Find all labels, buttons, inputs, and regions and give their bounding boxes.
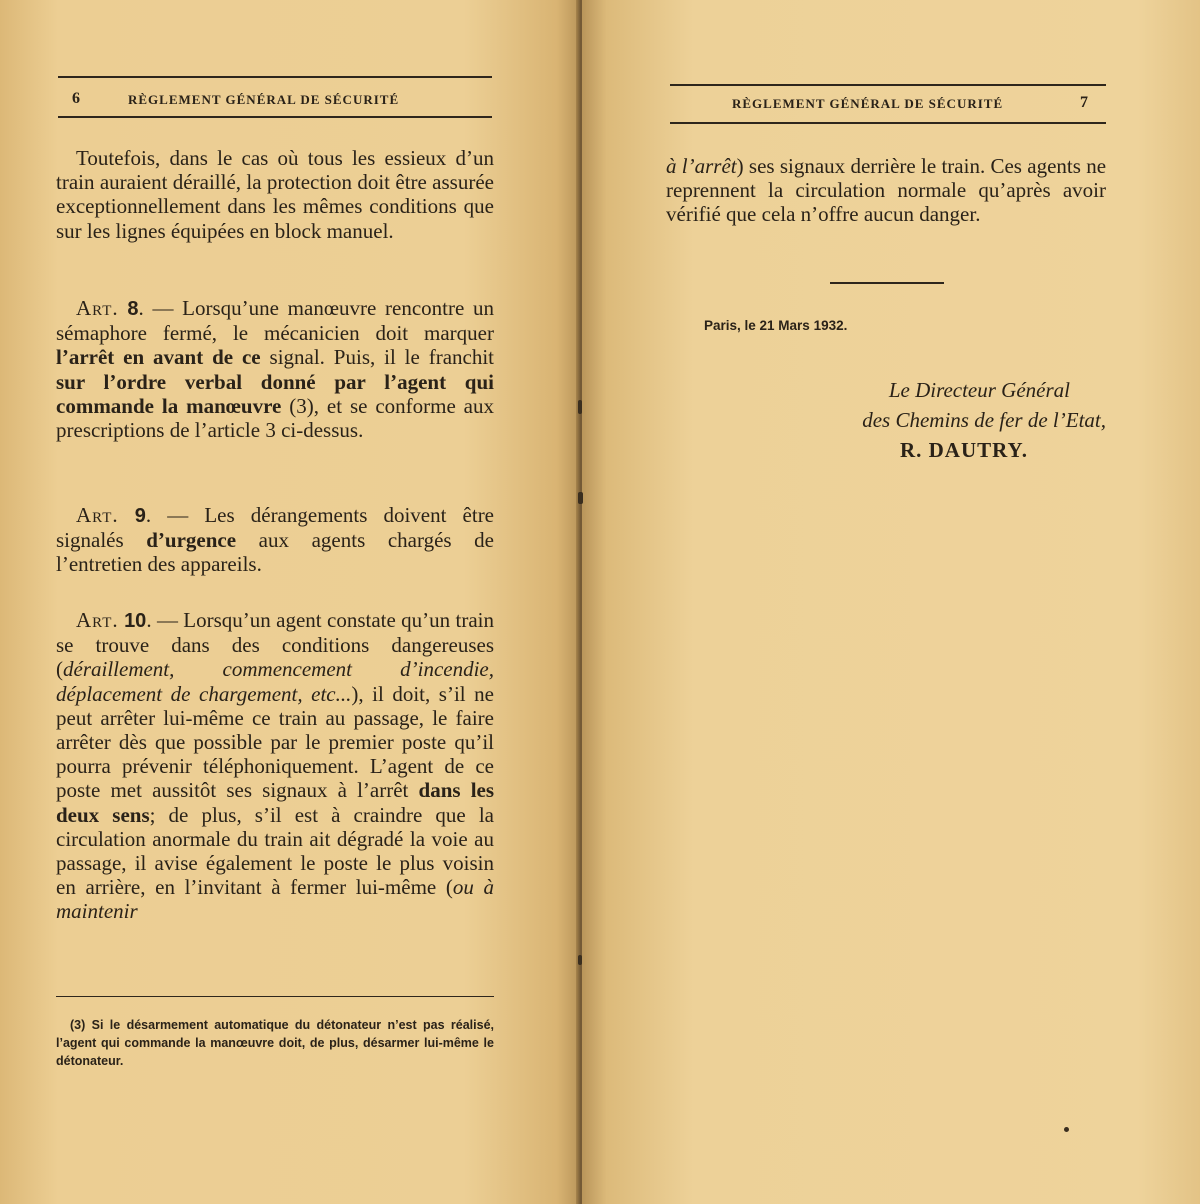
article-label: Art.	[76, 296, 119, 320]
article-label: Art.	[76, 608, 119, 632]
signature-block	[782, 375, 1106, 465]
header-bottom-rule	[670, 122, 1106, 124]
article-8: Art. 8. — Lorsqu’une manœuvre rencontre un sémaphore fermé, le mécanicien doit marquer l’arrêt en avant de ce signal. Puis, il le franchit sur l’ordre verbal donné par l’agent qui commande la manœuvre (3), et se conforme aux prescriptions de l’article 3 ci-dessus.	[56, 296, 495, 443]
article-10: Art. 10. — Lorsqu’un agent constate qu’un train se trouve dans des conditions dangereuses (déraillement, commencement d’incendie, déplacement de chargement, etc...), il doit, s’il ne peut arrêter lui-même ce train au passage, le faire arrêter dès que possible par le premier poste qu’il pourra prévenir téléphoniquement. L’agent de ce poste met aussitôt ses signaux à l’arrêt dans les deux sens; de plus, s’il est à craindre que la circulation anormale du train ait dégradé la voie au passage, il avise également le poste le plus voisin en arrière, en l’invitant à fermer lui-même (ou à maintenir	[56, 608, 495, 924]
article-bold-text: l’arrêt en avant de ce	[56, 345, 261, 370]
article-text: ), il doit, s’il ne peut arrêter lui-même ce train au passage, le faire arrêter dès que possible par le premier poste qu’il pourra prévenir téléphoniquement. L’agent de ce poste met aussitôt ses signaux à l’arrêt	[56, 681, 494, 803]
article-italic-text: ou à maintenir	[56, 875, 494, 924]
continuation-italic: à l’arrêt	[666, 154, 737, 178]
binding-thread-mark	[578, 492, 583, 504]
header-top-rule	[670, 84, 1106, 86]
article-bold-text: d’urgence	[146, 528, 237, 553]
ink-speck	[1064, 1127, 1069, 1132]
footnote	[56, 1016, 494, 1070]
continuation-paragraph	[666, 154, 1106, 227]
article-text: ; de plus, s’il est à craindre que la circulation anormale du train ait dégradé la voie au passage, il avise également le poste le plus voisin en arrière, en l’invitant à fermer lui-même (	[56, 802, 495, 900]
article-text: aux agents chargés de l’entretien des appareils.	[56, 528, 494, 577]
signature-title-line-2: des Chemins de fer de l’Etat,	[862, 408, 1106, 432]
article-italic-text: déraillement, commencement d’incendie, déplacement de chargement, etc...	[56, 657, 494, 706]
intro-text: Toutefois, dans le cas où tous les essieux d’un train auraient déraillé, la protection doit être assurée exceptionnellement dans les mêmes conditions que sur les lignes équipées en block manuel.	[56, 146, 494, 243]
signature-name: R. DAUTRY.	[899, 438, 1029, 462]
header-top-rule	[58, 76, 492, 78]
footnote-rule	[56, 996, 494, 997]
article-bold-text: dans les deux sens	[56, 778, 495, 827]
binding-thread-mark	[578, 400, 582, 414]
article-bold-text: sur l’ordre verbal donné par l’agent qui commande la manœuvre	[56, 369, 494, 418]
signature-title-line-1: Le Directeur Général	[888, 378, 1070, 402]
article-text: — Lorsqu’un agent constate qu’un train se trouve dans des conditions dangereuses (	[56, 608, 495, 682]
continuation-text: ) ses signaux derrière le train. Ces agents ne reprennent la circulation normale qu’après avoir vérifié que cela n’offre aucun danger.	[666, 154, 1107, 227]
right-page	[582, 0, 1200, 1204]
article-number: 9	[134, 505, 146, 527]
article-text: — Lorsqu’une manœuvre rencontre un sémaphore fermé, le mécanicien doit marquer	[56, 296, 494, 346]
intro-paragraph	[56, 146, 494, 243]
article-text: signal. Puis, il le franchit	[269, 345, 494, 370]
article-text: — Les dérangements doivent être signalés	[56, 503, 495, 553]
binding-thread-mark	[578, 955, 582, 965]
running-header: RÈGLEMENT GÉNÉRAL DE SÉCURITÉ	[128, 92, 400, 107]
running-header: RÈGLEMENT GÉNÉRAL DE SÉCURITÉ	[732, 96, 1004, 111]
article-number: 10	[124, 610, 147, 632]
header-bottom-rule	[58, 116, 492, 118]
left-page	[0, 0, 580, 1204]
footnote-text: (3) Si le désarmement automatique du détonateur n’est pas réalisé, l’agent qui commande la manœuvre doit, de plus, désarmer lui-même le détonateur.	[56, 1018, 494, 1068]
page-number: 6	[72, 90, 80, 107]
article-number: 8	[127, 298, 139, 320]
page-number: 7	[1080, 94, 1088, 111]
article-label: Art.	[76, 503, 119, 527]
closing-rule	[830, 282, 944, 284]
article-9: Art. 9. — Les dérangements doivent être signalés d’urgence aux agents chargés de l’entretien des appareils.	[56, 503, 495, 577]
article-text: (3), et se conforme aux prescriptions de l’article 3 ci-dessus.	[56, 393, 495, 443]
place-date: Paris, le 21 Mars 1932.	[704, 318, 848, 333]
